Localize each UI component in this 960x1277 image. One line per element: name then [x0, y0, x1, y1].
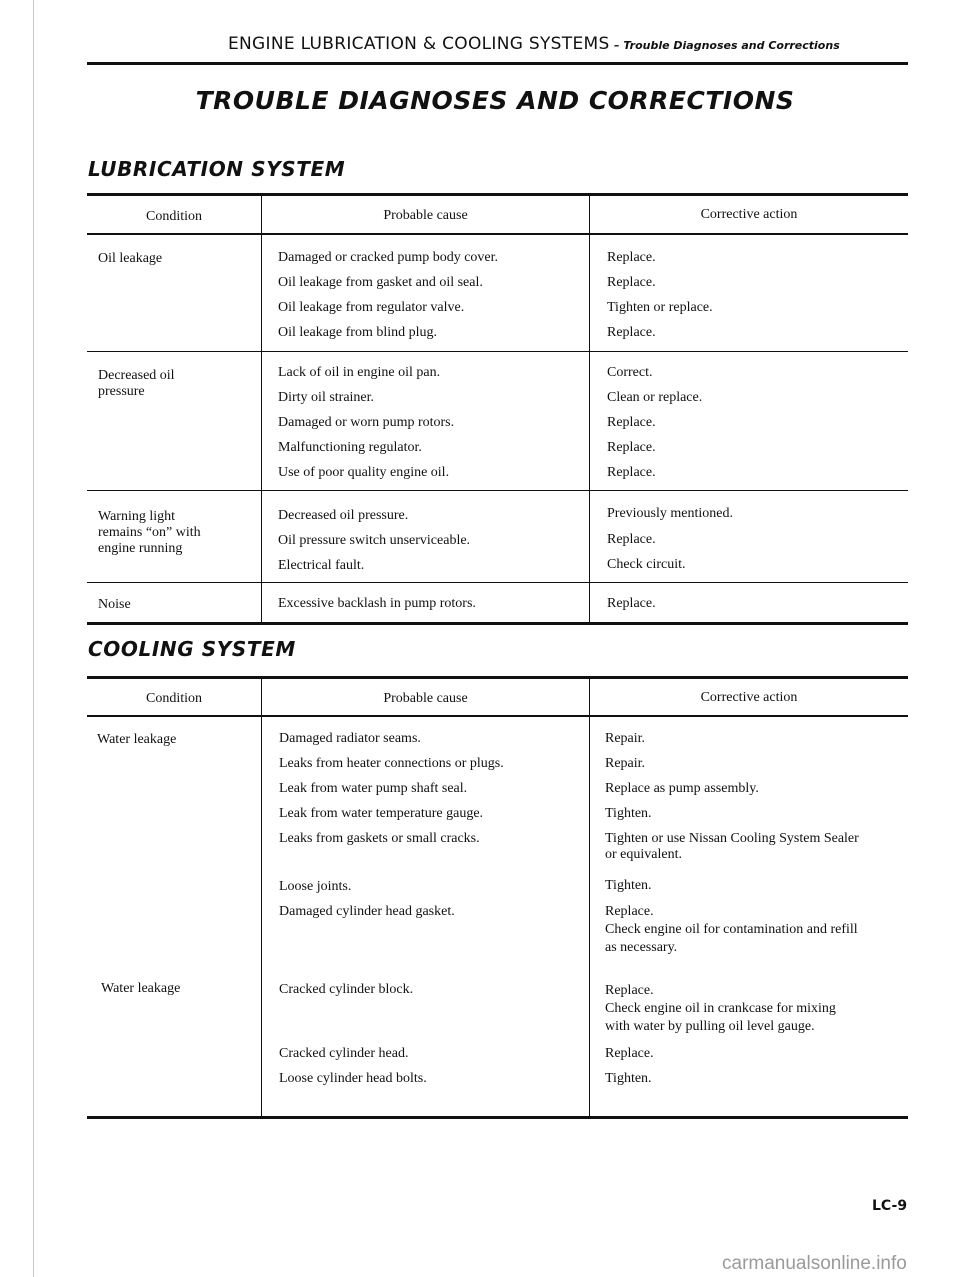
cause-cell: Cracked cylinder block.: [279, 982, 414, 997]
action-cell: Replace.: [607, 415, 656, 430]
table-top-rule: [87, 676, 908, 679]
group-rule: [87, 582, 908, 583]
cause-cell: Leaks from heater connections or plugs.: [279, 756, 504, 771]
page-title: TROUBLE DIAGNOSES AND CORRECTIONS: [195, 86, 795, 115]
column-divider: [589, 193, 590, 624]
cause-cell: Damaged cylinder head gasket.: [279, 904, 455, 919]
page-number: LC-9: [872, 1198, 908, 1214]
header-corrective-action: Corrective action: [700, 207, 798, 222]
action-cell: Replace.: [607, 465, 656, 480]
action-cell: Replace.: [607, 325, 656, 340]
cause-cell: Loose joints.: [279, 879, 352, 894]
cause-cell: Use of poor quality engine oil.: [278, 465, 450, 480]
header-condition: Condition: [145, 209, 202, 224]
cause-cell: Oil pressure switch unserviceable.: [278, 533, 471, 548]
action-cell: Replace.: [607, 250, 656, 265]
column-divider: [261, 676, 262, 1117]
action-cell: Tighten or use Nissan Cooling System Sealer or equivalent.: [605, 831, 859, 862]
action-cell: Repair.: [605, 756, 646, 771]
column-divider: [261, 193, 262, 624]
action-cell: Replace. Check engine oil in crankcase for mixing with water by pulling oil level gauge.: [605, 983, 836, 1034]
section-title-lubrication: LUBRICATION SYSTEM: [88, 157, 346, 181]
watermark: carmanualsonline.info: [722, 1253, 907, 1274]
cause-cell: Leak from water pump shaft seal.: [279, 781, 468, 796]
condition-cell: Water leakage: [97, 732, 177, 747]
cooling-table: [87, 676, 908, 1120]
condition-cell: Water leakage: [101, 981, 181, 996]
action-cell: Replace.: [607, 532, 656, 547]
condition-cell: Warning light remains “on” with engine running: [98, 509, 201, 556]
group-rule: [87, 490, 908, 491]
condition-cell: Oil leakage: [98, 251, 163, 266]
header-condition: Condition: [145, 691, 202, 706]
action-cell: Tighten.: [605, 806, 652, 821]
cause-cell: Damaged or worn pump rotors.: [278, 415, 455, 430]
action-cell: Replace.: [607, 275, 656, 290]
action-cell: Replace. Check engine oil for contamination and refill as necessary.: [605, 904, 858, 955]
action-cell: Check circuit.: [607, 557, 686, 572]
cause-cell: Dirty oil strainer.: [278, 390, 375, 405]
cause-cell: Malfunctioning regulator.: [278, 440, 422, 455]
running-header: [228, 34, 918, 54]
column-divider: [589, 676, 590, 1117]
cause-cell: Excessive backlash in pump rotors.: [278, 596, 476, 611]
cause-cell: Decreased oil pressure.: [278, 508, 409, 523]
cause-cell: Damaged or cracked pump body cover.: [278, 250, 499, 265]
cause-cell: Leak from water temperature gauge.: [279, 806, 484, 821]
cause-cell: Oil leakage from blind plug.: [278, 325, 438, 340]
header-probable-cause: Probable cause: [383, 208, 468, 223]
header-corrective-action: Corrective action: [700, 690, 798, 705]
action-cell: Replace.: [605, 1046, 654, 1061]
header-rule: [87, 62, 908, 65]
action-cell: Tighten or replace.: [607, 300, 713, 315]
group-rule: [87, 351, 908, 352]
cause-cell: Oil leakage from gasket and oil seal.: [278, 275, 483, 290]
header-probable-cause: Probable cause: [383, 691, 468, 706]
condition-cell: Noise: [98, 597, 131, 612]
cause-cell: Cracked cylinder head.: [279, 1046, 409, 1061]
cause-cell: Oil leakage from regulator valve.: [278, 300, 465, 315]
cause-cell: Damaged radiator seams.: [279, 731, 421, 746]
cause-cell: Loose cylinder head bolts.: [279, 1071, 427, 1086]
header-subtitle: – Trouble Diagnoses and Corrections: [614, 39, 840, 52]
table-header-rule: [87, 715, 908, 717]
table-bottom-rule: [87, 622, 908, 625]
cause-cell: Lack of oil in engine oil pan.: [278, 365, 441, 380]
cause-cell: Leaks from gaskets or small cracks.: [279, 831, 480, 846]
action-cell: Replace.: [607, 440, 656, 455]
action-cell: Tighten.: [605, 1071, 652, 1086]
section-title-cooling: COOLING SYSTEM: [88, 637, 296, 661]
action-cell: Replace as pump assembly.: [605, 781, 759, 796]
action-cell: Replace.: [607, 596, 656, 611]
action-cell: Correct.: [607, 365, 653, 380]
action-cell: Clean or replace.: [607, 390, 703, 405]
lubrication-table: [87, 193, 908, 626]
binder-margin-line: [33, 0, 34, 1277]
action-cell: Repair.: [605, 731, 646, 746]
table-bottom-rule: [87, 1116, 908, 1119]
action-cell: Tighten.: [605, 878, 652, 893]
condition-cell: Decreased oil pressure: [98, 368, 175, 399]
cause-cell: Electrical fault.: [278, 558, 365, 573]
table-header-rule: [87, 233, 908, 235]
header-title: ENGINE LUBRICATION & COOLING SYSTEMS: [228, 34, 610, 54]
table-top-rule: [87, 193, 908, 196]
action-cell: Previously mentioned.: [607, 506, 733, 521]
